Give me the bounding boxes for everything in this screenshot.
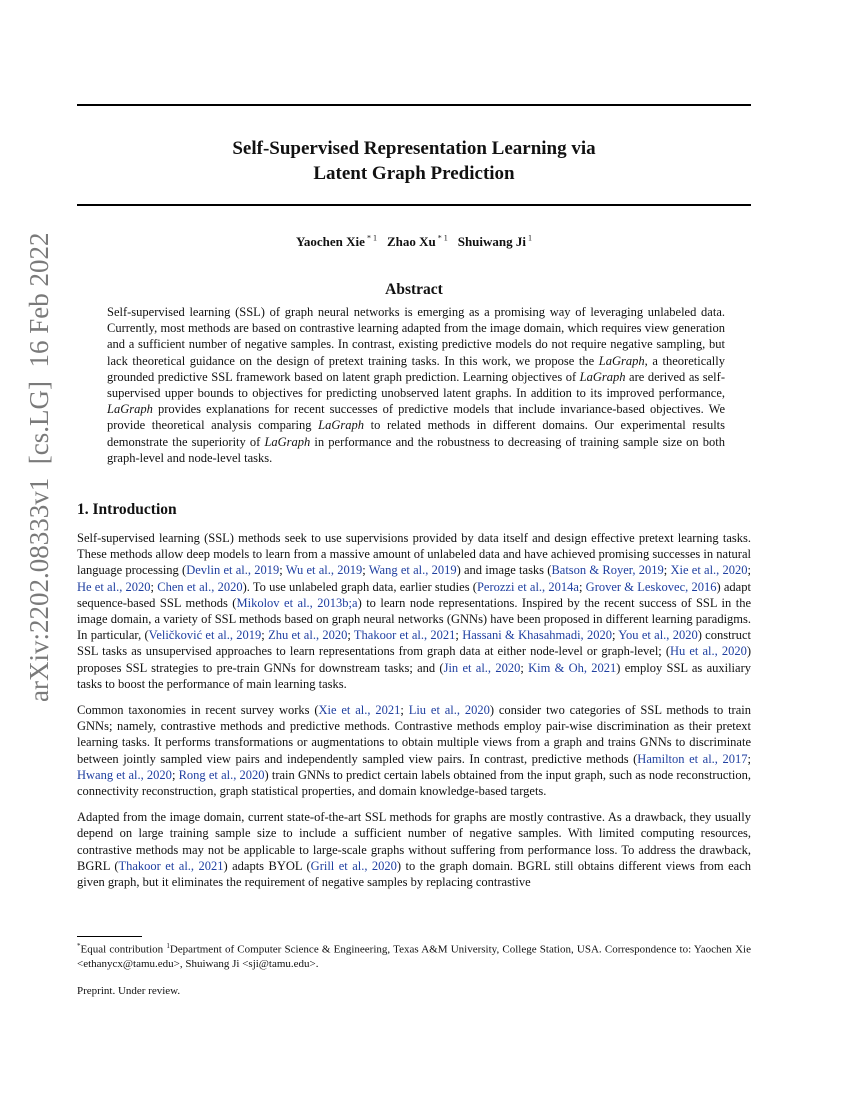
citation-link[interactable]: Perozzi et al., 2014a bbox=[476, 579, 579, 594]
citation-link[interactable]: Mikolov et al., 2013b;a bbox=[236, 595, 358, 610]
citation-link[interactable]: Hu et al., 2020 bbox=[670, 644, 747, 659]
citation-link[interactable]: Wang et al., 2019 bbox=[368, 563, 457, 578]
paper-title-line-1: Self-Supervised Representation Learning via bbox=[232, 138, 596, 159]
author-name: Yaochen Xie bbox=[295, 234, 365, 250]
citation-link[interactable]: Thakoor et al., 2021 bbox=[353, 628, 456, 643]
citation-link[interactable]: Xie et al., 2021 bbox=[318, 703, 401, 718]
abstract-text: Self-supervised learning (SSL) of graph neural networks is emerging as a promising way of leveraging unlabeled data. Currently, most methods are based on contrastive learning adapted from the image domain, which requires view generation and a sufficient number of negative samples. In contrast, existing predictive models do not require negative sampling, but lack theoretical guidance on the design of pretext training tasks. In this work, we propose the LaGraph, a theoretically grounded predictive SSL framework based on latent graph prediction. Learning objectives of LaGraph are derived as self-supervised upper bounds to objectives for predicting unobserved latent graphs. In addition to its improved performance, LaGraph provides explanations for recent successes of predictive models that include invariance-based objectives. We provide theoretical analysis comparing LaGraph to related methods in different domains. Our experimental results demonstrate the superiority of LaGraph in performance and the robustness to decreasing of training sample size on both graph-level and node-level tasks. bbox=[107, 305, 726, 465]
citation-link[interactable]: Hassani & Khasahmadi, 2020 bbox=[462, 628, 612, 643]
author-affiliation-mark: * 1 bbox=[435, 234, 448, 243]
author bbox=[296, 234, 377, 249]
citation-link[interactable]: Thakoor et al., 2021 bbox=[118, 858, 224, 873]
footnote: *Equal contribution $^1$Department of Computer Science & Engineering, Texas A&M University, College Station, USA. Correspondence to: Yaochen Xie <ethanycx@tamu.edu>, Shuiwang Ji <sji@tamu.edu>. bbox=[77, 942, 751, 971]
author-affiliation-mark: 1 bbox=[526, 234, 533, 243]
author bbox=[387, 234, 448, 249]
citation-link[interactable]: Chen et al., 2020 bbox=[157, 579, 243, 594]
citation-link[interactable]: Rong et al., 2020 bbox=[178, 767, 265, 782]
method-name-italic: LaGraph bbox=[264, 434, 311, 449]
method-name-italic: LaGraph bbox=[579, 369, 626, 384]
citation-link[interactable]: Batson & Royer, 2019 bbox=[551, 563, 664, 578]
author-name: Zhao Xu bbox=[386, 234, 436, 250]
footnote-marker: * bbox=[77, 942, 81, 950]
citation-link[interactable]: Hwang et al., 2020 bbox=[77, 767, 172, 782]
citation-link[interactable]: Hamilton et al., 2017 bbox=[637, 751, 748, 766]
method-name-italic: LaGraph bbox=[598, 353, 645, 368]
citation-link[interactable]: Kim & Oh, 2021 bbox=[528, 660, 617, 675]
citation-link[interactable]: Liu et al., 2020 bbox=[408, 703, 490, 718]
author bbox=[458, 234, 532, 249]
citation-link[interactable]: Wu et al., 2019 bbox=[285, 563, 363, 578]
method-name-italic: LaGraph bbox=[318, 418, 364, 433]
citation-link[interactable]: Zhu et al., 2020 bbox=[268, 628, 348, 643]
body-paragraph: Common taxonomies in recent survey works (Xie et al., 2021; Liu et al., 2020) consider two categories of SSL methods to train GNNs; namely, contrastive methods and predictive methods. Contrastive methods employ pair-wise discrimination as their pretext learning tasks. It performs transformations or augmentations to obtain multiple views from a graph and trains GNNs to discriminate between jointly sampled view pairs and independently sampled view pairs. In contrast, predictive methods (Hamilton et al., 2017; Hwang et al., 2020; Rong et al., 2020) train GNNs to predict certain labels obtained from the input graph, such as node reconstruction, connectivity reconstruction, graph statistical properties, and domain knowledge-based targets. bbox=[77, 703, 751, 799]
author-name: Shuiwang Ji bbox=[457, 234, 527, 250]
citation-link[interactable]: Grill et al., 2020 bbox=[310, 858, 397, 873]
citation-link[interactable]: Grover & Leskovec, 2016 bbox=[585, 579, 717, 594]
top-rule bbox=[77, 104, 751, 106]
author-list bbox=[77, 234, 751, 250]
title-bottom-rule bbox=[77, 204, 751, 206]
citation-link[interactable]: You et al., 2020 bbox=[618, 628, 698, 643]
citation-link[interactable]: Veličković et al., 2019 bbox=[148, 628, 262, 643]
section-heading-introduction: 1. Introduction bbox=[77, 501, 177, 518]
author-affiliation-mark: * 1 bbox=[364, 234, 377, 243]
citation-link[interactable]: Jin et al., 2020 bbox=[443, 660, 521, 675]
citation-link[interactable]: He et al., 2020 bbox=[77, 579, 151, 594]
footnote-marker: 1 bbox=[166, 942, 170, 950]
preprint-note: Preprint. Under review. bbox=[77, 985, 181, 997]
footnote-rule bbox=[77, 936, 142, 937]
introduction-body bbox=[77, 530, 751, 900]
body-paragraph: Adapted from the image domain, current state-of-the-art SSL methods for graphs are mostly contrastive. As a drawback, they usually depend on large training sample size to include a sufficient number of negative samples. With limited computing resources, contrastive methods may not be applicable to large-scale graphs without suffering from performance loss. To address the drawback, BGRL (Thakoor et al., 2021) adapts BYOL (Grill et al., 2020) to the graph domain. BGRL still obtains different views from each given graph, but it eliminates the requirement of negative samples by replacing contrastive bbox=[77, 810, 751, 890]
method-name-italic: LaGraph bbox=[107, 402, 153, 417]
paper-title-line-2: Latent Graph Prediction bbox=[313, 163, 515, 184]
arxiv-id-text: arXiv:2202.08333v1 [cs.LG] 16 Feb 2022 bbox=[24, 232, 54, 702]
body-paragraph: Self-supervised learning (SSL) methods seek to use supervisions provided by data itself and design effective pretext learning tasks. These methods allow deep models to learn from a massive amount of unlabeled data and have achieved promising successes in natural language processing (Devlin et al., 2019; Wu et al., 2019; Wang et al., 2019) and image tasks (Batson & Royer, 2019; Xie et al., 2020; He et al., 2020; Chen et al., 2020). To use unlabeled graph data, earlier studies (Perozzi et al., 2014a; Grover & Leskovec, 2016) adapt sequence-based SSL methods (Mikolov et al., 2013b;a) to learn node representations. Inspired by the recent success of SSL in the image domain, a variety of SSL methods based on graph neural networks (GNNs) have been proposed in different learning paradigms. In particular, (Veličković et al., 2019; Zhu et al., 2020; Thakoor et al., 2021; Hassani & Khasahmadi, 2020; You et al., 2020) construct SSL tasks as unsupervised approaches to learn representations from graph data at either node-level or graph-level; (Hu et al., 2020) proposes SSL strategies to pre-train GNNs for downstream tasks; and (Jin et al., 2020; Kim & Oh, 2021) employ SSL as auxiliary tasks to boost the performance of main learning tasks. bbox=[77, 531, 752, 691]
abstract-heading: Abstract bbox=[385, 281, 443, 298]
citation-link[interactable]: Xie et al., 2020 bbox=[670, 563, 748, 578]
citation-link[interactable]: Devlin et al., 2019 bbox=[186, 563, 280, 578]
